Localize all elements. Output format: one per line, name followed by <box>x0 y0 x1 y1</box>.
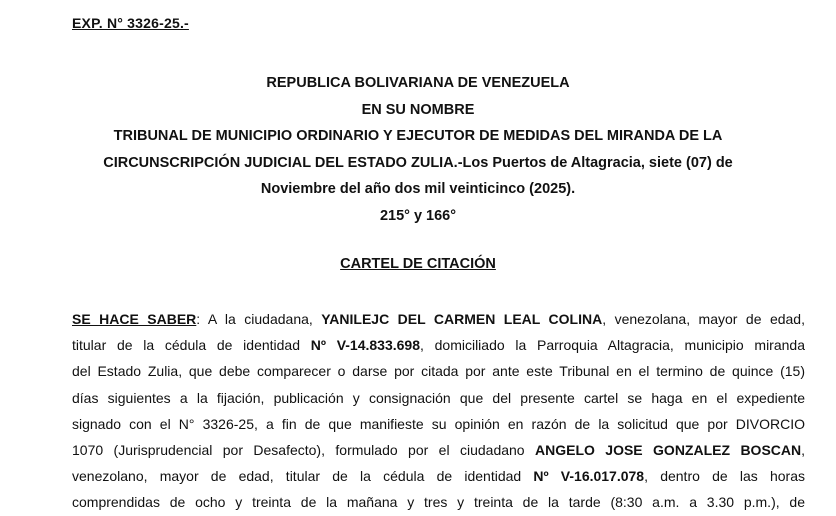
citada-name: YANILEJC DEL CARMEN LEAL COLINA <box>321 311 603 327</box>
body-text: 1070 (Jurisprudencial por Desafecto), formulado por el ciudadano <box>72 442 535 459</box>
body-text: , <box>801 442 805 459</box>
se-hace-saber-label: SE HACE SABER <box>72 311 197 327</box>
body-line: signado con el N° 3326-25, a fin de que manifieste su opinión en razón de la solicitud que por DIVORCIO <box>72 415 805 432</box>
body-line <box>72 463 805 489</box>
solicitante-name: ANGELO JOSE GONZALEZ BOSCAN <box>535 442 802 459</box>
body-text: venezolano, mayor de edad, titular de la cédula de identidad <box>72 468 534 485</box>
expediente-number: EXP. N° 3326-25.- <box>72 15 189 31</box>
body-text: titular de la cédula de identidad <box>72 337 311 354</box>
body-line: comprendidas de ocho y treinta de la mañana y tres y treinta de la tarde (8:30 a.m. a 3.30 p.m.), de <box>72 494 805 511</box>
header-years: 215° y 166° <box>379 207 457 224</box>
document-body <box>72 306 805 516</box>
header-en-su-nombre: EN SU NOMBRE <box>361 101 475 118</box>
body-line: del Estado Zulia, que debe comparecer o darse por citada por ante este Tribunal en el termino de quince (15) <box>72 363 805 380</box>
header-republic: REPUBLICA BOLIVARIANA DE VENEZUELA <box>266 75 570 91</box>
cedula-solicitante: Nº V-16.017.078 <box>533 468 645 485</box>
body-text: : A la ciudadana, <box>196 311 322 327</box>
body-text: , domiciliado la Parroquia Altagracia, municipio miranda <box>420 337 805 354</box>
header-date: Noviembre del año dos mil veinticinco (2025). <box>260 181 576 197</box>
body-line: días siguientes a la fijación, publicación y consignación que del presente cartel se haga en el expediente <box>72 389 805 406</box>
body-line <box>72 332 805 358</box>
header-tribunal: TRIBUNAL DE MUNICIPIO ORDINARIO Y EJECUTOR DE MEDIDAS DEL MIRANDA DE LA <box>113 128 723 144</box>
header-circunscripcion: CIRCUNSCRIPCIÓN JUDICIAL DEL ESTADO ZULIA.-Los Puertos de Altagracia, siete (07) de <box>103 154 733 171</box>
document-title: CARTEL DE CITACIÓN <box>340 256 496 272</box>
body-line <box>72 437 805 463</box>
body-line <box>72 306 805 332</box>
cedula-citada: Nº V-14.833.698 <box>310 337 420 354</box>
document-header <box>60 70 776 229</box>
body-text: , venezolana, mayor de edad, <box>602 311 805 327</box>
body-text: , dentro de las horas <box>644 468 805 485</box>
